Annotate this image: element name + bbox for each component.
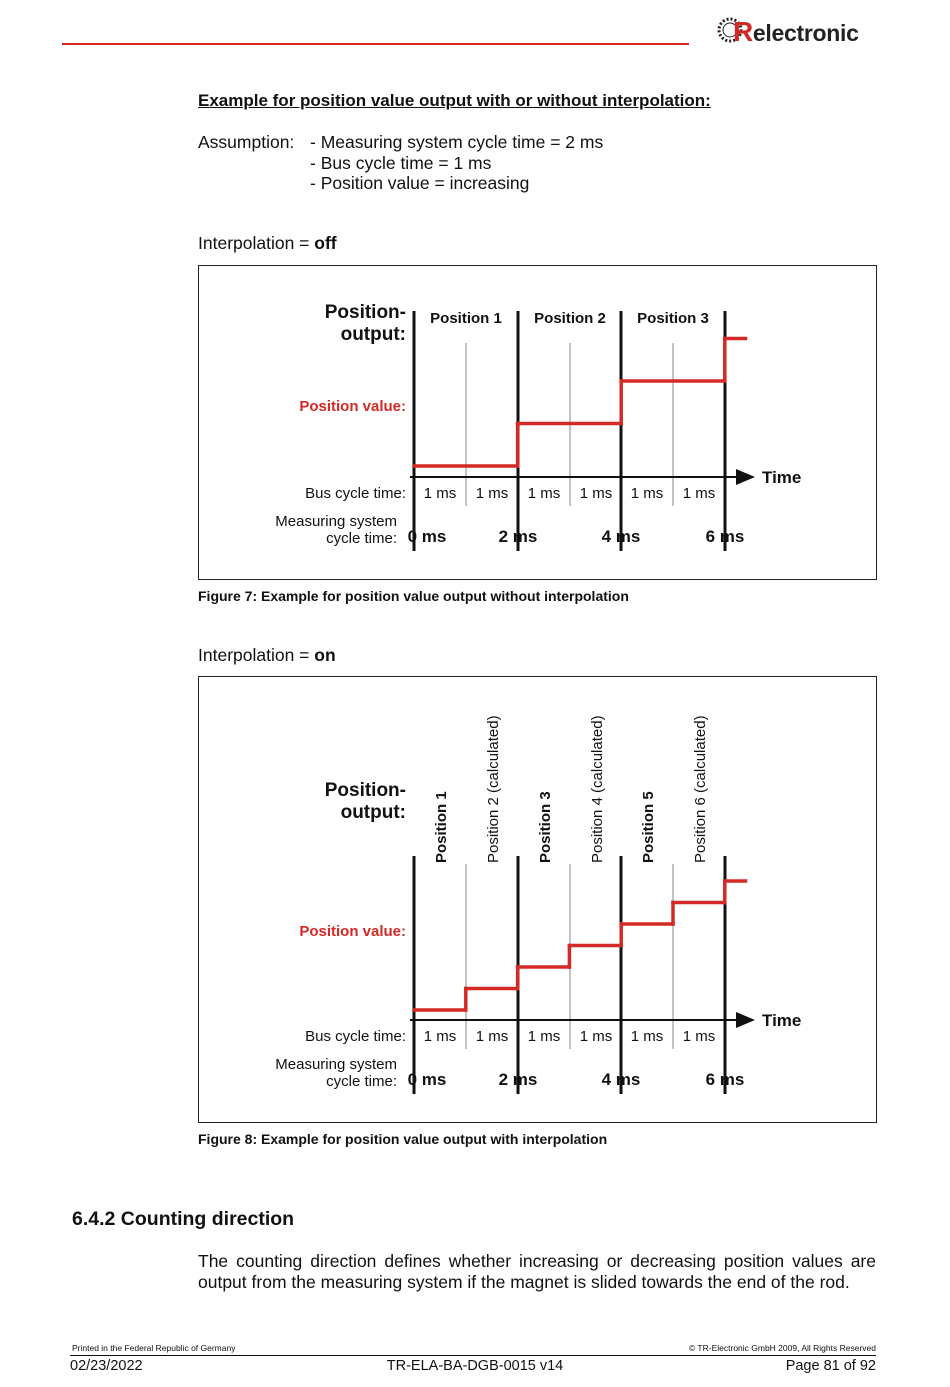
assumption-item: - Bus cycle time = 1 ms <box>310 152 492 173</box>
position-header: Position 3 <box>637 310 709 327</box>
bus-tick-label: 1 ms <box>423 1028 457 1045</box>
bus-tick-label: 1 ms <box>475 485 509 502</box>
footer-printed: Printed in the Federal Republic of Germany <box>72 1343 236 1353</box>
position-value-label: Position value: <box>299 398 406 415</box>
bus-tick-label: 1 ms <box>579 1028 613 1045</box>
measuring-system-label-line2: cycle time: <box>326 530 397 547</box>
position-header-calculated: Position 2 (calculated) <box>485 715 502 863</box>
bus-cycle-label: Bus cycle time: <box>305 485 406 502</box>
assumption-label: Assumption: <box>198 132 295 152</box>
ms-tick-label: 4 ms <box>601 527 641 546</box>
ms-tick-label: 0 ms <box>407 527 447 546</box>
figure7-caption: Figure 7: Example for position value output without interpolation <box>198 588 629 604</box>
body-paragraph: The counting direction defines whether increasing or decreasing position values are output from the measuring system if the magnet is slided towards the end of the rod. <box>198 1251 876 1292</box>
time-axis-arrow-icon <box>736 1012 755 1028</box>
bus-tick-label: 1 ms <box>682 485 716 502</box>
figure8-box <box>198 676 877 1123</box>
assumption-list <box>310 132 603 194</box>
footer-copyright: © TR-Electronic GmbH 2009, All Rights Reserved <box>688 1343 876 1353</box>
ms-tick-label: 6 ms <box>705 527 745 546</box>
logo-initial: R <box>733 16 753 47</box>
output-label-line2: output: <box>340 802 406 823</box>
interpolation-off-value: off <box>314 233 337 253</box>
figure8-chart <box>199 677 876 1122</box>
position-value-label: Position value: <box>299 923 406 940</box>
assumption-item: - Position value = increasing <box>310 173 530 193</box>
figure7-box <box>198 265 877 580</box>
position-header: Position 3 <box>537 791 554 863</box>
time-axis-arrow-icon <box>736 469 755 485</box>
bus-tick-label: 1 ms <box>682 1028 716 1045</box>
position-header: Position 2 <box>534 310 606 327</box>
bus-tick-label: 1 ms <box>527 1028 561 1045</box>
position-header-calculated: Position 4 (calculated) <box>589 715 606 863</box>
bus-tick-label: 1 ms <box>475 1028 509 1045</box>
footer-rule <box>70 1355 876 1356</box>
ms-tick-label: 4 ms <box>601 1070 641 1089</box>
figure8-caption: Figure 8: Example for position value output with interpolation <box>198 1131 608 1147</box>
output-label-line1: Position- <box>324 780 406 801</box>
bus-tick-label: 1 ms <box>579 485 613 502</box>
position-header: Position 5 <box>640 791 657 863</box>
logo-wordmark <box>733 16 859 48</box>
ms-tick-label: 2 ms <box>498 1070 538 1089</box>
position-header: Position 1 <box>433 791 450 863</box>
logo-text: electronic <box>752 20 859 46</box>
interpolation-on-value: on <box>314 645 336 665</box>
interpolation-on-label: Interpolation = on <box>198 645 336 665</box>
section-heading: 6.4.2 Counting direction <box>72 1208 295 1230</box>
footer-page: Page 81 of 92 <box>785 1358 876 1374</box>
measuring-system-label-line1: Measuring system <box>275 1056 397 1073</box>
time-label: Time <box>762 1011 802 1030</box>
interpolation-off-label: Interpolation = off <box>198 233 337 253</box>
ms-tick-label: 6 ms <box>705 1070 745 1089</box>
example-heading: Example for position value output with or without interpolation: <box>198 91 711 110</box>
bus-tick-label: 1 ms <box>527 485 561 502</box>
figure7-chart <box>199 266 876 579</box>
header-rule <box>62 43 689 45</box>
ms-tick-label: 2 ms <box>498 527 538 546</box>
bus-tick-label: 1 ms <box>423 485 457 502</box>
bus-tick-label: 1 ms <box>630 1028 664 1045</box>
bus-tick-label: 1 ms <box>630 485 664 502</box>
bus-cycle-label: Bus cycle time: <box>305 1028 406 1045</box>
ms-tick-label: 0 ms <box>407 1070 447 1089</box>
time-label: Time <box>762 468 802 487</box>
measuring-system-label-line1: Measuring system <box>275 513 397 530</box>
assumption-item: - Measuring system cycle time = 2 ms <box>310 132 604 152</box>
footer-doc-id: TR-ELA-BA-DGB-0015 v14 <box>386 1358 564 1374</box>
position-header-calculated: Position 6 (calculated) <box>692 715 709 863</box>
output-label-line1: Position- <box>324 302 406 323</box>
position-header: Position 1 <box>430 310 502 327</box>
measuring-system-label-line2: cycle time: <box>326 1073 397 1090</box>
footer-date: 02/23/2022 <box>70 1358 143 1374</box>
output-label-line2: output: <box>340 324 406 345</box>
